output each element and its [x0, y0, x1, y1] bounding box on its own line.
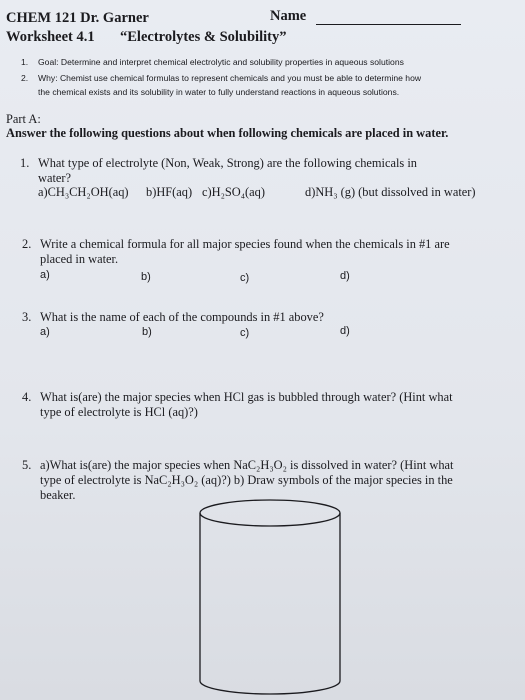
goal-2-text: Why: Chemist use chemical formulas to represent chemicals and you must be able to determine how	[38, 73, 422, 83]
q1-number: 1.	[20, 156, 30, 170]
q4-text: What is(are) the major species when HCl gas is bubbled through water? (Hint what	[40, 390, 453, 404]
beaker-base	[200, 681, 340, 694]
q1-item-a: a)CH₃CH₂OH(aq)	[38, 185, 129, 199]
worksheet-number: Worksheet 4.1	[6, 29, 95, 45]
q3-text: What is the name of each of the compounds in #1 above?	[40, 310, 324, 324]
goal-2-text-cont: the chemical exists and its solubility in water to fully understand reactions in aqueous solutions.	[38, 87, 400, 97]
goal-2-number: 2.	[21, 73, 29, 83]
q2-label-c: c)	[240, 272, 250, 284]
q1-item-b: b)HF(aq)	[146, 185, 193, 199]
part-label: Part A:	[6, 112, 41, 126]
q4-text-cont: type of electrolyte is HCl (aq)?)	[40, 405, 198, 419]
course-title: CHEM 121 Dr. Garner	[6, 10, 149, 26]
q3-label-d: d)	[340, 325, 350, 337]
q3-label-c: c)	[240, 327, 250, 339]
beaker-drawing-area[interactable]	[195, 497, 345, 695]
q2-number: 2.	[22, 237, 32, 251]
q1-item-c: c)H₂SO₄(aq)	[202, 185, 265, 199]
q3-label-b: b)	[142, 326, 152, 338]
goal-1-text: Goal: Determine and interpret chemical electrolytic and solubility properties in aqueous solutions	[38, 57, 404, 67]
q2-text: Write a chemical formula for all major species found when the chemicals in #1 are	[40, 237, 450, 251]
name-label: Name	[270, 8, 307, 24]
goal-1-number: 1.	[21, 57, 29, 67]
q2-text-cont: placed in water.	[40, 252, 119, 266]
q5-text: a)What is(are) the major species when NaC₂H₃O₂ is dissolved in water? (Hint what	[40, 458, 454, 472]
q1-text-cont: water?	[38, 171, 72, 185]
part-instruction: Answer the following questions about when following chemicals are placed in water.	[6, 126, 449, 140]
q4-number: 4.	[22, 390, 32, 404]
beaker-rim	[200, 500, 340, 526]
q3-number: 3.	[22, 310, 32, 324]
q1-text: What type of electrolyte (Non, Weak, Strong) are the following chemicals in	[38, 156, 417, 170]
q5-number: 5.	[22, 458, 32, 472]
q1-item-d: d)NH₃ (g) (but dissolved in water)	[305, 185, 476, 199]
q3-label-a: a)	[40, 326, 50, 338]
q5-text-cont: type of electrolyte is NaC₂H₃O₂ (aq)?) b) Draw symbols of the major species in the	[40, 473, 453, 487]
q2-label-b: b)	[141, 271, 151, 283]
q5-text-cont-2: beaker.	[40, 488, 76, 502]
worksheet-title: “Electrolytes & Solubility”	[120, 29, 287, 45]
q2-label-d: d)	[340, 270, 350, 282]
name-blank-line[interactable]	[316, 24, 461, 25]
q2-label-a: a)	[40, 269, 50, 281]
